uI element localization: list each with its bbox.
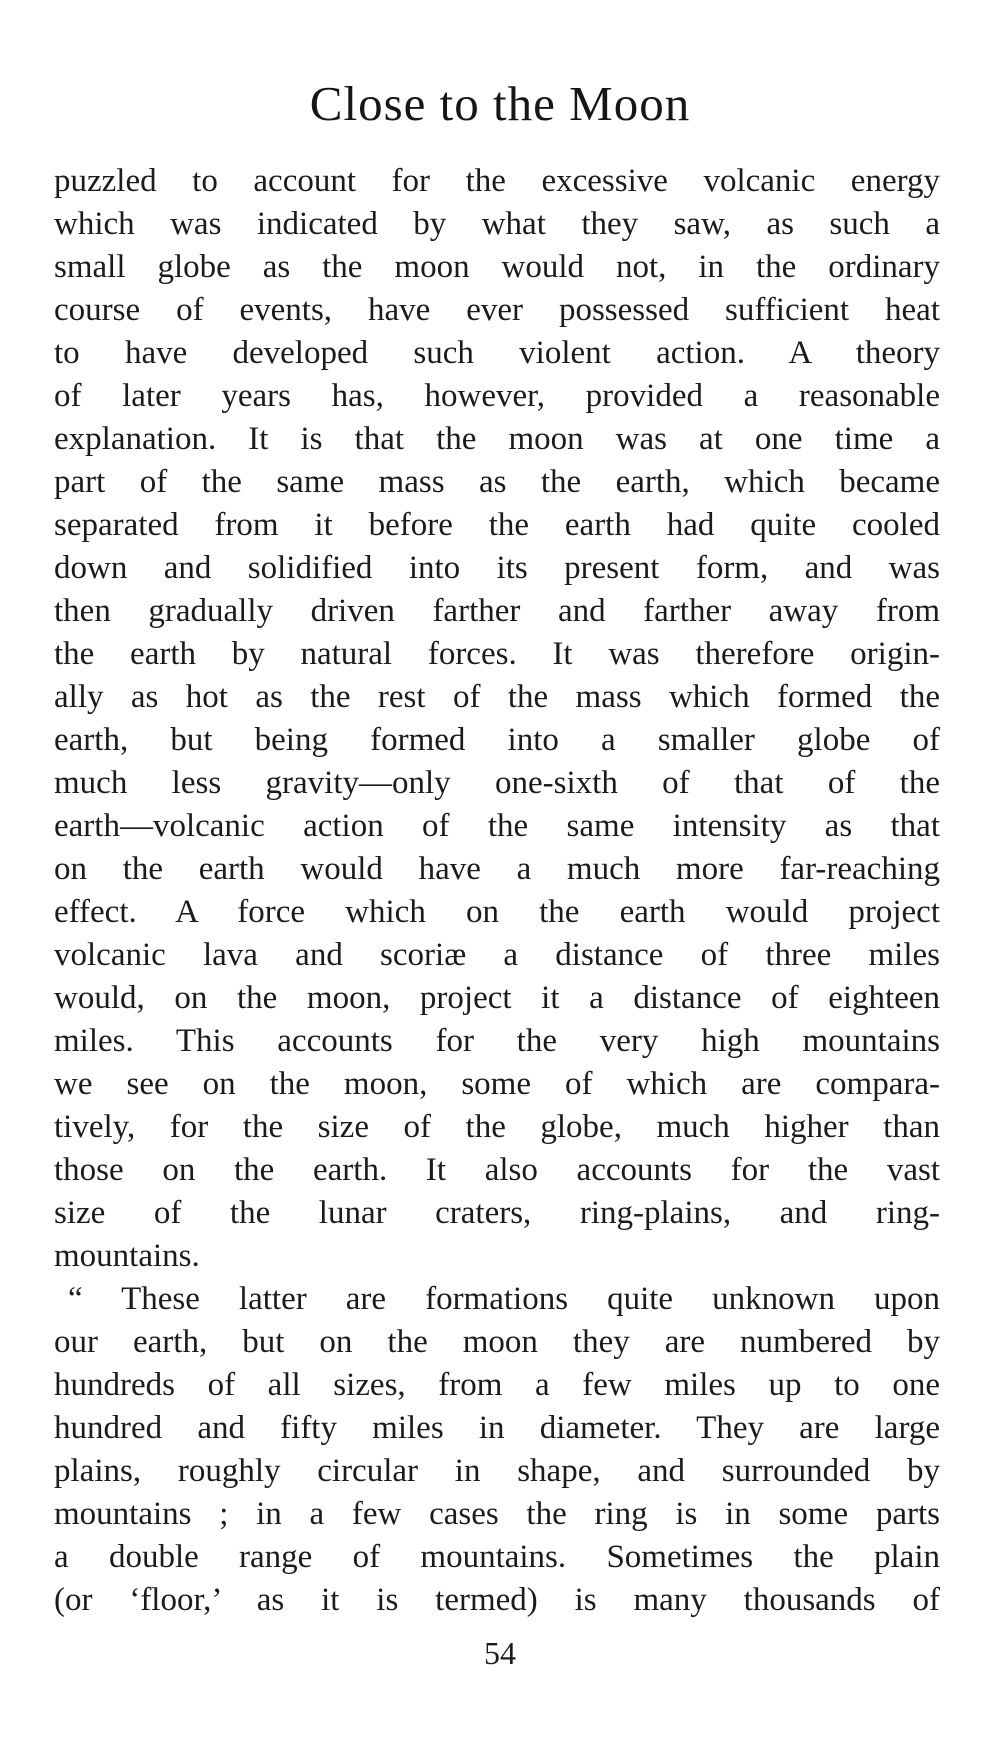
page-number: 54	[484, 1635, 516, 1671]
text-line: mountains ; in a few cases the ring is in some parts	[54, 1496, 940, 1532]
text-line: effect. A force which on the earth would project	[54, 894, 940, 930]
body-text	[54, 160, 940, 1622]
text-line: separated from it before the earth had quite cooled	[54, 507, 940, 543]
text-line: our earth, but on the moon they are numbered by	[54, 1324, 940, 1360]
text-line: which was indicated by what they saw, as such a	[54, 206, 940, 242]
text-line: mountains.	[54, 1238, 200, 1274]
text-line: the earth by natural forces. It was therefore origin-	[54, 636, 940, 672]
text-line: we see on the moon, some of which are compara-	[54, 1066, 940, 1102]
text-line: part of the same mass as the earth, which became	[54, 464, 940, 500]
text-line: miles. This accounts for the very high mountains	[54, 1023, 940, 1059]
text-line: volcanic lava and scoriæ a distance of three miles	[54, 937, 940, 973]
text-line: size of the lunar craters, ring-plains, and ring-	[54, 1195, 940, 1231]
text-line: “ These latter are formations quite unknown upon	[68, 1281, 940, 1317]
text-line: explanation. It is that the moon was at one time a	[54, 421, 940, 457]
text-line: hundred and fifty miles in diameter. They are large	[54, 1410, 940, 1446]
text-line: small globe as the moon would not, in the ordinary	[54, 249, 940, 285]
text-line: would, on the moon, project it a distance of eighteen	[54, 980, 940, 1016]
text-line: a double range of mountains. Sometimes the plain	[54, 1539, 940, 1575]
text-line: much less gravity—only one-sixth of that of the	[54, 765, 940, 801]
text-line: puzzled to account for the excessive volcanic energy	[54, 163, 940, 199]
text-line: ally as hot as the rest of the mass which formed the	[54, 679, 940, 715]
text-line: (or ‘floor,’ as it is termed) is many thousands of	[54, 1582, 940, 1618]
text-line: course of events, have ever possessed sufficient heat	[54, 292, 940, 328]
text-line: then gradually driven farther and farther away from	[54, 593, 940, 629]
text-line: of later years has, however, provided a reasonable	[54, 378, 940, 414]
text-line: earth, but being formed into a smaller globe of	[54, 722, 940, 758]
paragraph-2	[54, 1278, 940, 1622]
text-line: to have developed such violent action. A theory	[54, 335, 940, 371]
text-line: earth—volcanic action of the same intensity as that	[54, 808, 940, 844]
paragraph-1	[54, 160, 940, 1278]
text-line: those on the earth. It also accounts for the vast	[54, 1152, 940, 1188]
running-head: Close to the Moon	[309, 76, 691, 131]
text-line: hundreds of all sizes, from a few miles up to one	[54, 1367, 940, 1403]
text-line: on the earth would have a much more far-reaching	[54, 851, 940, 887]
text-line: down and solidified into its present form, and was	[54, 550, 940, 586]
text-line: tively, for the size of the globe, much higher than	[54, 1109, 940, 1145]
text-line: plains, roughly circular in shape, and surrounded by	[54, 1453, 940, 1489]
